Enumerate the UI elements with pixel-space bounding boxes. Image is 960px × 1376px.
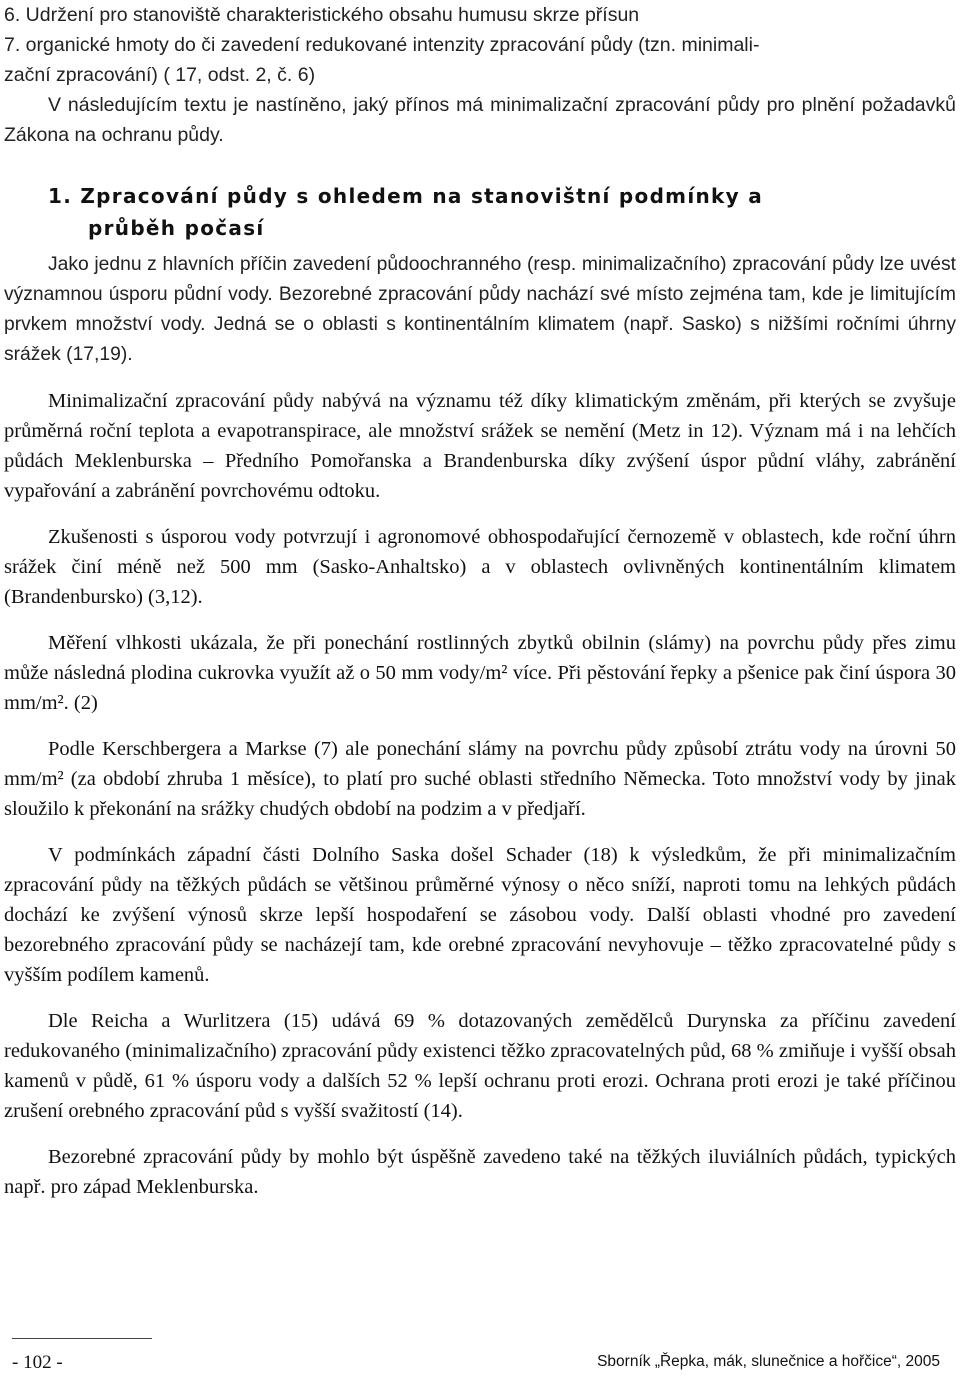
intro-paragraph: V následujícím textu je nastíněno, jaký přínos má minimalizační zpracování půdy pro plnění požadavků Zákona na ochranu půdy. (4, 94, 956, 146)
paragraph-4: Měření vlhkosti ukázala, že při ponechání rostlinných zbytků obilnin (slámy) na povrchu půdy přes zimu může následná plodina cukrovka využít až o 50 mm vody/m² více. Při pěstování řepky a pšenice pak činí úspora 30 mm/m². (2) (4, 632, 956, 714)
list-item-6: 6. Udržení pro stanoviště charakteristického obsahu humusu skrze přísun (4, 4, 640, 26)
paragraph-7: Dle Reicha a Wurlitzera (15) udává 69 % dotazovaných zemědělců Durynska za příčinu zavedení redukovaného (minimalizačního) zpracování půdy existenci těžko zpracovatelných půd, 68 % zmiňuje i vyšší obsah kamenů v půdě, 61 % úsporu vody a dalších 52 % lepší ochranu proti erozi. Ochrana proti erozi je také příčinou zrušení orebného zpracování půd s vyšší svažitostí (14). (4, 1010, 956, 1122)
paragraph-6: V podmínkách západní části Dolního Saska došel Schader (18) k výsledkům, že při minimalizačním zpracování půdy na těžkých půdách se většinou průměrné výnosy o něco sníží, naproti tomu na lehkých půdách dochází ke zvýšení výnosů skrze lepší hospodaření se zásobou vody. Další oblasti vhodné pro zavedení bezorebného zpracování půdy se nacházejí tam, kde orebné zpracování nevyhovuje – těžko zpracovatelné půdy s vyšším podílem kamenů. (4, 844, 956, 986)
paragraph-8: Bezorebné zpracování půdy by mohlo být úspěšně zavedeno také na těžkých iluviálních půdách, typických např. pro západ Meklenburska. (4, 1146, 956, 1198)
list-item-7-continuation: zační zpracování) ( 17, odst. 2, č. 6) (4, 64, 316, 86)
publication-footer: Sborník „Řepka, mák, slunečnice a hořčice“, 2005 (597, 1353, 940, 1370)
footer-divider (12, 1338, 152, 1339)
document-page (4, 0, 956, 1218)
paragraph-1: Jako jednu z hlavních příčin zavedení půdoochranného (resp. minimalizačního) zpracování půdy lze uvést významnou úsporu půdní vody. Bezorebné zpracování půdy nachází své místo zejména tam, kde je limitujícím prvkem množství vody. Jedná se o oblasti s kontinentálním klimatem (např. Sasko) s nižšími ročními úhrny srážek (17,19). (4, 254, 956, 365)
paragraph-3: Zkušenosti s úsporou vody potvrzují i agronomové obhospodařující černozemě v oblastech, kde roční úhrn srážek činí méně než 500 mm (Sasko-Anhaltsko) a v oblastech ovlivněných kontinentálním klimatem (Brandenbursko) (3,12). (4, 526, 956, 608)
paragraph-2: Minimalizační zpracování půdy nabývá na významu též díky klimatickým změnám, při kterých se zvyšuje průměrná roční teplota a evapotranspirace, ale množství srážek se nemění (Metz in 12). Význam má i na lehčích půdách Meklenburska – Předního Pomořanska a Brandenburska díky zvýšení úspor půdní vláhy, zabránění vypařování a zabránění povrchovému odtoku. (4, 390, 956, 502)
numbered-list (4, 0, 956, 90)
page-number: - 102 - (12, 1352, 63, 1373)
paragraph-5: Podle Kerschbergera a Markse (7) ale ponechání slámy na povrchu půdy způsobí ztrátu vody na úrovni 50 mm/m² (za období zhruba 1 měsíce), to platí pro suché oblasti středního Německa. Toto množství vody by jinak sloužilo k překonání na srážky chudých období na podzim a v předjaří. (4, 738, 956, 820)
section-heading: 1. Zpracování půdy s ohledem na stanovištní podmínky a průběh počasí (48, 184, 764, 240)
list-item-7: 7. organické hmoty do či zavedení redukované intenzity zpracování půdy (tzn. minimali- (4, 34, 760, 56)
